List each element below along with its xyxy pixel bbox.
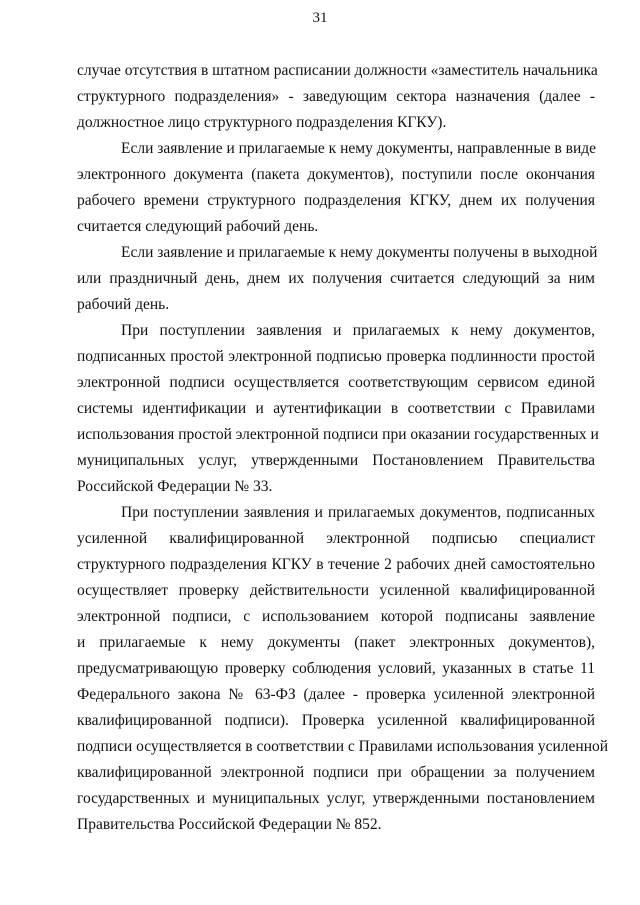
text-line: или праздничный день, днем их получения считается следующий за ним bbox=[77, 270, 595, 287]
text-line: электронного документа (пакета документов), поступили после окончания bbox=[77, 166, 595, 183]
text-line: и прилагаемые к нему документы (пакет электронных документов), bbox=[77, 634, 595, 651]
text-line: предусматривающую проверку соблюдения условий, указанных в статье 11 bbox=[77, 660, 595, 677]
text-line: использования простой электронной подписи при оказании государственных и bbox=[77, 426, 599, 443]
text-line: квалифицированной подписи). Проверка усиленной квалифицированной bbox=[77, 712, 595, 729]
text-line: усиленной квалифицированной электронной подписью специалист bbox=[77, 530, 595, 547]
text-line: структурного подразделения КГКУ в течение 2 рабочих дней самостоятельно bbox=[77, 556, 595, 573]
text-line: случае отсутствия в штатном расписании должности «заместитель начальника bbox=[77, 62, 598, 79]
text-line: При поступлении заявления и прилагаемых документов, подписанных bbox=[121, 504, 595, 521]
text-line: осуществляет проверку действительности усиленной квалифицированной bbox=[77, 582, 595, 599]
paragraph-holiday-submission bbox=[77, 240, 598, 318]
text-line: муниципальных услуг, утвержденными Постановлением Правительства bbox=[77, 452, 595, 469]
paragraph-qualified-signature bbox=[77, 500, 609, 838]
text-line: государственных и муниципальных услуг, утвержденными постановлением bbox=[77, 790, 595, 807]
text-line: Правительства Российской Федерации № 852. bbox=[77, 816, 382, 833]
text-line: структурного подразделения» - заведующим сектора назначения (далее - bbox=[77, 88, 595, 105]
text-line: Если заявление и прилагаемые к нему документы, направленные в виде bbox=[121, 140, 597, 157]
text-line: Российской Федерации № 33. bbox=[77, 478, 273, 495]
text-line: должностное лицо структурного подразделения КГКУ). bbox=[77, 114, 447, 131]
text-line: Федерального закона № 63-ФЗ (далее - проверка усиленной электронной bbox=[77, 686, 595, 703]
text-line: При поступлении заявления и прилагаемых к нему документов, bbox=[121, 322, 595, 339]
text-line: электронной подписи, с использованием которой подписаны заявление bbox=[77, 608, 595, 625]
document-body bbox=[77, 58, 609, 838]
page-number: 31 bbox=[312, 10, 328, 26]
text-line: рабочий день. bbox=[77, 296, 170, 313]
text-line: считается следующий рабочий день. bbox=[77, 218, 319, 235]
paragraph-simple-signature bbox=[77, 318, 599, 500]
text-line: системы идентификации и аутентификации в соответствии с Правилами bbox=[77, 400, 595, 417]
text-line: Если заявление и прилагаемые к нему документы получены в выходной bbox=[121, 244, 598, 261]
paragraph-electronic-submission bbox=[77, 136, 595, 240]
text-line: рабочего времени структурного подразделения КГКУ, днем их получения bbox=[77, 192, 595, 209]
text-line: подписи осуществляется в соответствии с Правилами использования усиленной bbox=[77, 738, 609, 755]
text-line: подписанных простой электронной подписью проверка подлинности простой bbox=[77, 348, 595, 365]
text-line: квалифицированной электронной подписи при обращении за получением bbox=[77, 764, 595, 781]
text-line: электронной подписи осуществляется соответствующим сервисом единой bbox=[77, 374, 595, 391]
paragraph-continuation bbox=[77, 58, 598, 136]
